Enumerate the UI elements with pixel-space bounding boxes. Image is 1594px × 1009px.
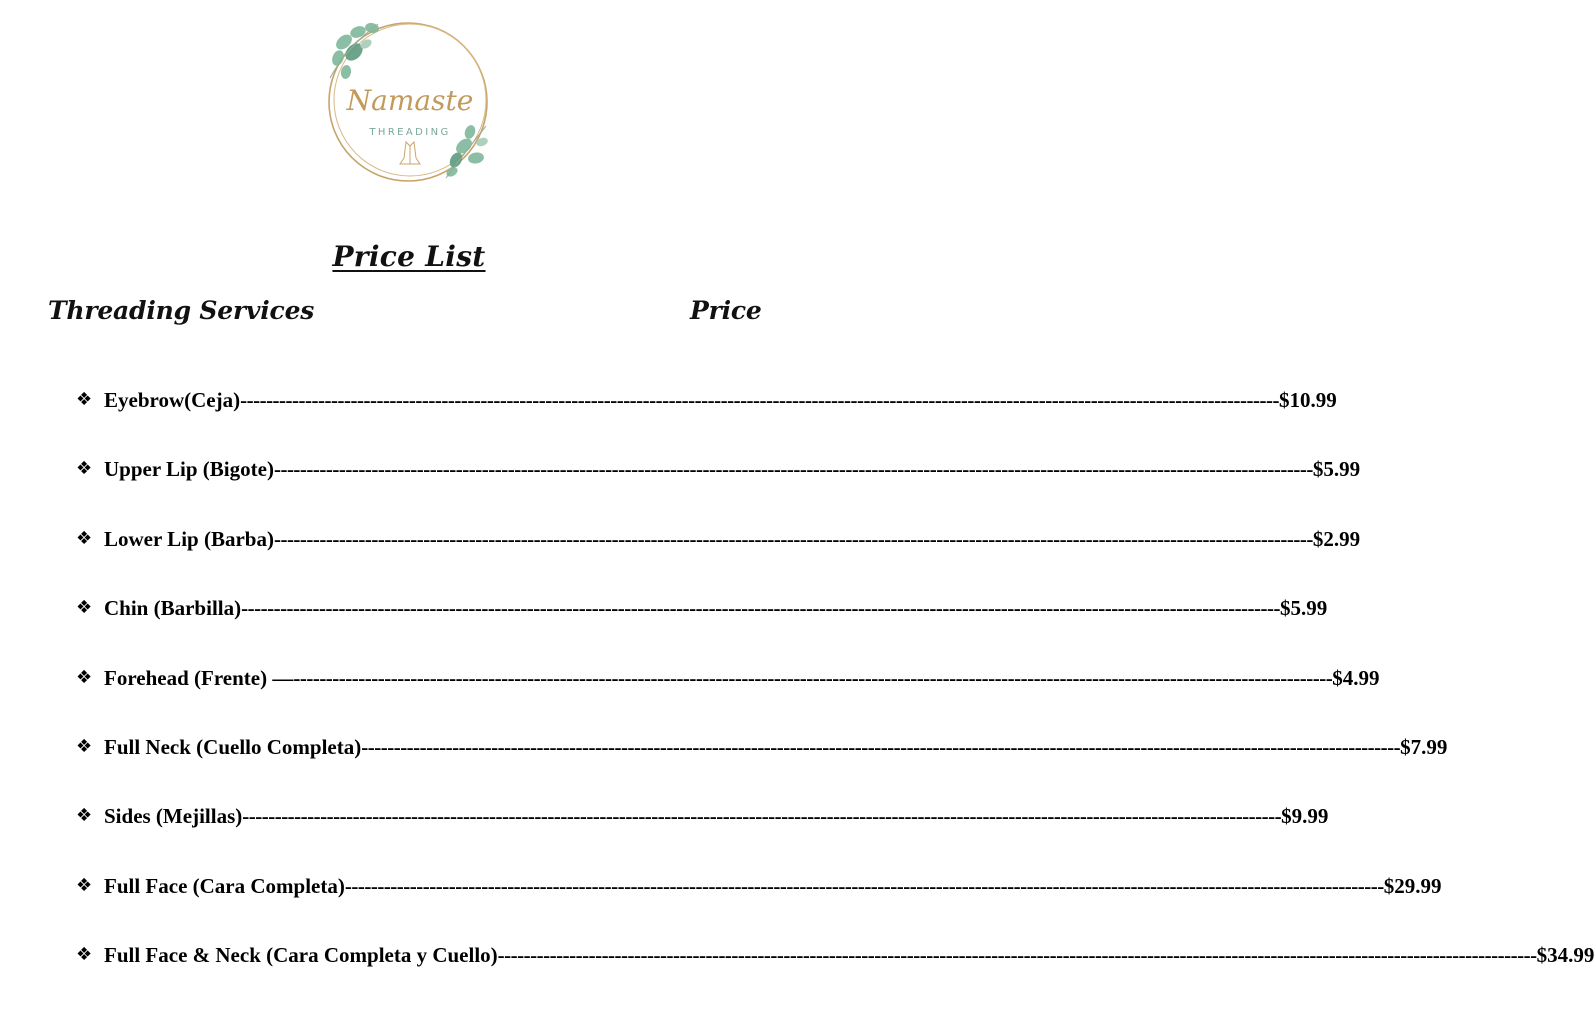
dotted-leader: ----------------------------------------------------------------------------------------------------------------------------------------------------------------: [497, 943, 1537, 968]
service-price: $4.99: [1332, 665, 1380, 690]
diamond-bullet-icon: ❖: [76, 666, 93, 688]
diamond-bullet-icon: ❖: [76, 805, 93, 827]
service-name: Forehead (Frente) —: [104, 665, 294, 690]
service-price: $29.99: [1383, 873, 1442, 898]
praying-hands-icon: [400, 142, 420, 164]
service-name: Upper Lip (Bigote): [104, 457, 274, 482]
service-row: [76, 384, 1337, 453]
diamond-bullet-icon: ❖: [76, 874, 93, 896]
page-title: Price List: [332, 240, 486, 273]
logo-sub-text: THREADING: [369, 127, 451, 138]
column-header-services: Threading Services: [48, 296, 315, 325]
service-price: $34.99: [1536, 943, 1594, 968]
service-name: Full Neck (Cuello Completa): [104, 734, 362, 759]
dotted-leader: ----------------------------------------------------------------------------------------------------------------------------------------------------------------: [273, 526, 1313, 551]
service-row: [76, 453, 1361, 522]
service-price: $5.99: [1312, 457, 1361, 482]
service-name: Lower Lip (Barba): [104, 526, 274, 551]
service-name: Full Face & Neck (Cara Completa y Cuello): [104, 943, 498, 968]
dotted-leader: ----------------------------------------------------------------------------------------------------------------------------------------------------------------: [241, 596, 1281, 621]
dotted-leader: ----------------------------------------------------------------------------------------------------------------------------------------------------------------: [361, 734, 1401, 759]
diamond-bullet-icon: ❖: [76, 597, 93, 619]
service-row: [76, 592, 1328, 661]
column-header-price: Price: [690, 296, 762, 325]
logo-script-text: Namaste: [346, 84, 474, 117]
service-price: $7.99: [1400, 734, 1448, 759]
dotted-leader: ----------------------------------------------------------------------------------------------------------------------------------------------------------------: [293, 665, 1333, 690]
diamond-bullet-icon: ❖: [76, 527, 93, 549]
service-row: [76, 731, 1448, 800]
service-price: $5.99: [1280, 596, 1328, 621]
service-row: [76, 662, 1380, 731]
service-row: [76, 870, 1442, 939]
service-price: $9.99: [1281, 804, 1329, 829]
services-list: [76, 384, 1594, 1009]
service-name: Full Face (Cara Completa): [104, 873, 345, 898]
dotted-leader: ----------------------------------------------------------------------------------------------------------------------------------------------------------------: [344, 873, 1384, 898]
dotted-leader: ----------------------------------------------------------------------------------------------------------------------------------------------------------------: [240, 388, 1279, 412]
service-row: [76, 800, 1329, 869]
service-price: $10.99: [1279, 388, 1337, 412]
service-name: Sides (Mejillas): [104, 804, 243, 829]
diamond-bullet-icon: ❖: [76, 458, 93, 480]
namaste-threading-logo: [324, 18, 494, 186]
diamond-bullet-icon: ❖: [76, 389, 93, 410]
service-row: [76, 523, 1361, 592]
service-name: Chin (Barbilla): [104, 596, 242, 621]
diamond-bullet-icon: ❖: [76, 944, 93, 966]
dotted-leader: ----------------------------------------------------------------------------------------------------------------------------------------------------------------: [242, 804, 1282, 829]
diamond-bullet-icon: ❖: [76, 735, 93, 757]
service-name: Eyebrow(Ceja): [104, 388, 241, 412]
service-row: [76, 939, 1594, 1008]
dotted-leader: ----------------------------------------------------------------------------------------------------------------------------------------------------------------: [273, 457, 1313, 482]
service-price: $2.99: [1312, 526, 1361, 551]
